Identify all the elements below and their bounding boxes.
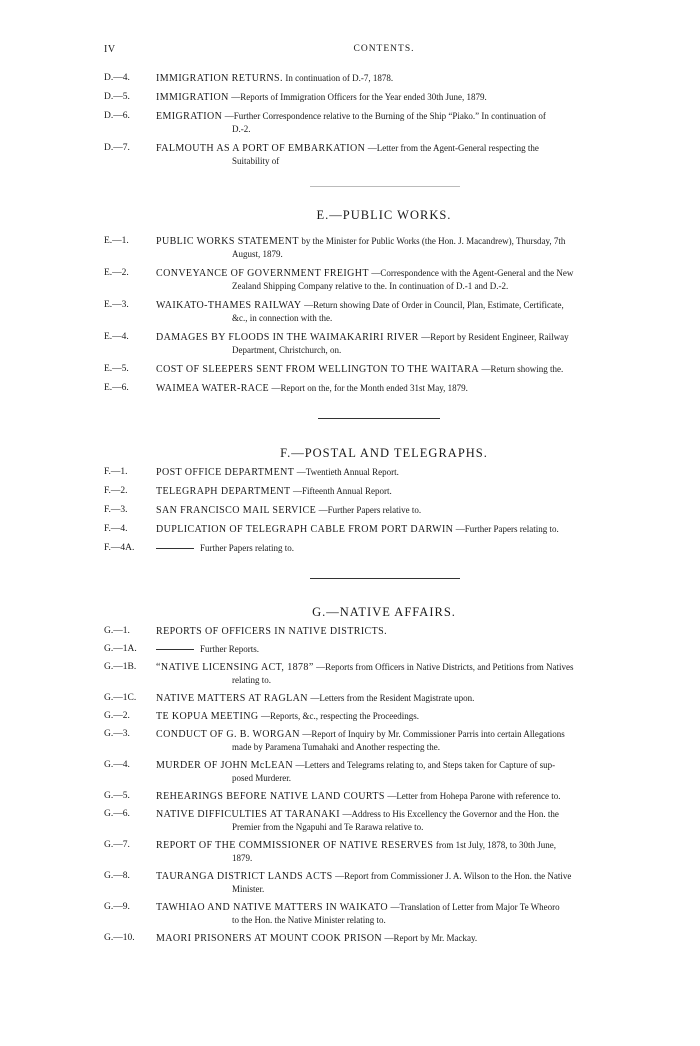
entry-heading: PUBLIC WORKS STATEMENT (156, 236, 299, 247)
entry-code: F.—1. (104, 467, 128, 477)
entry-heading: TAURANGA DISTRICT LANDS ACTS (156, 871, 333, 882)
page-header (104, 44, 664, 58)
contents-entry (104, 728, 664, 754)
entry-heading: MURDER OF JOHN McLEAN (156, 760, 294, 771)
contents-entry (104, 523, 664, 536)
section-g-list (104, 625, 664, 950)
contents-entry (104, 870, 664, 896)
contents-entry (104, 331, 664, 357)
contents-entry (104, 299, 664, 325)
contents-entry (104, 808, 664, 834)
page-number: IV (104, 44, 116, 55)
entry-code: G.—4. (104, 760, 130, 770)
contents-entry (104, 759, 664, 785)
contents-entry (104, 790, 664, 803)
entry-description: —Further Papers relating to. (455, 524, 559, 534)
entry-continuation: &c., in connection with the. (232, 313, 333, 323)
entry-code: G.—7. (104, 840, 130, 850)
entry-description: —Return showing the. (481, 364, 564, 374)
entry-code: E.—1. (104, 236, 129, 246)
contents-entry (104, 625, 664, 638)
entry-heading: CONDUCT OF G. B. WORGAN (156, 729, 300, 740)
entry-heading: TAWHIAO AND NATIVE MATTERS IN WAIKATO (156, 902, 388, 913)
entry-heading: WAIKATO-THAMES RAILWAY (156, 300, 302, 311)
entry-description: —Fifteenth Annual Report. (293, 486, 392, 496)
entry-description: —Report of Inquiry by Mr. Commissioner Parris into certain Allegations (302, 729, 565, 739)
entry-code: G.—3. (104, 729, 130, 739)
entry-description: —Correspondence with the Agent-General and the New (371, 268, 574, 278)
entry-description: —Letters from the Resident Magistrate upon. (310, 693, 475, 703)
contents-entry (104, 661, 664, 687)
entry-code: E.—4. (104, 332, 129, 342)
entry-continuation: 1879. (232, 853, 253, 863)
contents-entry (104, 267, 664, 293)
entry-description: —Translation of Letter from Major Te Wheoro (390, 902, 560, 912)
entry-code: E.—2. (104, 268, 129, 278)
section-g-title: G.—NATIVE AFFAIRS. (312, 605, 456, 619)
entry-heading: TELEGRAPH DEPARTMENT (156, 486, 291, 497)
entry-heading: FALMOUTH AS A PORT OF EMBARKATION (156, 143, 366, 154)
entry-description: —Report on the, for the Month ended 31st May, 1879. (271, 383, 468, 393)
ditto-dash (156, 649, 194, 650)
contents-entry (104, 485, 664, 498)
entry-heading: POST OFFICE DEPARTMENT (156, 467, 295, 478)
entry-continuation: relating to. (232, 675, 271, 685)
entry-description: Further Reports. (200, 644, 259, 654)
entry-continuation: Suitability of (232, 156, 280, 166)
entry-continuation: Minister. (232, 884, 265, 894)
entry-code: E.—3. (104, 300, 129, 310)
ditto-dash (156, 548, 194, 549)
entry-heading: IMMIGRATION (156, 92, 229, 103)
entry-description: In continuation of D.-7, 1878. (285, 73, 394, 83)
page-title: CONTENTS. (353, 44, 415, 54)
section-divider (310, 578, 460, 579)
entry-description: —Reports of Immigration Officers for the Year ended 30th June, 1879. (231, 92, 487, 102)
entry-code: G.—8. (104, 871, 130, 881)
contents-entry (104, 363, 664, 376)
contents-entry (104, 542, 664, 555)
entry-continuation: Department, Christchurch, on. (232, 345, 342, 355)
entry-heading: MAORI PRISONERS AT MOUNT COOK PRISON (156, 933, 383, 944)
entry-heading: REPORTS OF OFFICERS IN NATIVE DISTRICTS. (156, 626, 387, 637)
contents-entry (104, 466, 664, 479)
entry-heading: REPORT OF THE COMMISSIONER OF NATIVE RESERVES (156, 840, 434, 851)
contents-entry (104, 839, 664, 865)
entry-description: —Report by Mr. Mackay. (384, 933, 478, 943)
contents-entry (104, 643, 664, 656)
entry-code: D.—7. (104, 143, 130, 153)
entry-description: —Twentieth Annual Report. (296, 467, 399, 477)
entry-heading: IMMIGRATION RETURNS. (156, 73, 283, 84)
entry-description: —Further Correspondence relative to the Burning of the Ship “Piako.” In continuation of (224, 111, 546, 121)
section-f-list (104, 466, 664, 561)
entry-continuation: posed Murderer. (232, 773, 291, 783)
entry-continuation: D.-2. (232, 124, 251, 134)
entry-code: F.—4. (104, 524, 128, 534)
entry-description: —Return showing Date of Order in Council, Plan, Estimate, Certificate, (304, 300, 564, 310)
entry-code: F.—2. (104, 486, 128, 496)
entry-heading: SAN FRANCISCO MAIL SERVICE (156, 505, 317, 516)
entry-description: —Letters and Telegrams relating to, and Steps taken for Capture of sup- (295, 760, 556, 770)
entry-code: G.—1A. (104, 644, 137, 654)
entry-description: from 1st July, 1878, to 30th June, (435, 840, 557, 850)
contents-entry (104, 932, 664, 945)
entry-description: Further Papers relating to. (200, 543, 294, 553)
entry-description: —Reports from Officers in Native Districts, and Petitions from Natives (316, 662, 574, 672)
contents-entry (104, 504, 664, 517)
entry-heading: DUPLICATION OF TELEGRAPH CABLE FROM PORT DARWIN (156, 524, 454, 535)
entry-code: E.—6. (104, 383, 129, 393)
entry-continuation: made by Paramena Tumahaki and Another respecting the. (232, 742, 440, 752)
entry-code: G.—2. (104, 711, 130, 721)
entry-code: F.—3. (104, 505, 128, 515)
section-divider (310, 186, 460, 187)
section-e-list (104, 235, 664, 401)
contents-entry (104, 901, 664, 927)
entry-heading: “NATIVE LICENSING ACT, 1878” (156, 662, 314, 673)
entry-code: G.—9. (104, 902, 130, 912)
contents-entry (104, 91, 664, 104)
entry-description: —Address to His Excellency the Governor and the Hon. the (342, 809, 559, 819)
contents-entry (104, 235, 664, 261)
entry-continuation: August, 1879. (232, 249, 283, 259)
section-divider (318, 418, 440, 419)
entry-description: —Letter from Hohepa Parone with reference to. (387, 791, 561, 801)
entry-description: —Report by Resident Engineer, Railway (421, 332, 569, 342)
entry-code: E.—5. (104, 364, 129, 374)
entry-description: by the Minister for Public Works (the Hon. J. Macandrew), Thursday, 7th (301, 236, 566, 246)
entry-code: G.—6. (104, 809, 130, 819)
contents-entry (104, 142, 664, 168)
entry-code: D.—4. (104, 73, 130, 83)
entry-code: D.—6. (104, 111, 130, 121)
entry-heading: WAIMEA WATER-RACE (156, 383, 270, 394)
entry-heading: DAMAGES BY FLOODS IN THE WAIMAKARIRI RIVER (156, 332, 419, 343)
entry-heading: NATIVE DIFFICULTIES AT TARANAKI (156, 809, 340, 820)
section-f-title: F.—POSTAL AND TELEGRAPHS. (280, 446, 488, 460)
entry-heading: COST OF SLEEPERS SENT FROM WELLINGTON TO THE WAITARA (156, 364, 479, 375)
entry-code: D.—5. (104, 92, 130, 102)
entry-code: G.—1C. (104, 693, 137, 703)
entry-code: G.—10. (104, 933, 135, 943)
entry-code: F.—4A. (104, 543, 135, 553)
contents-entry (104, 710, 664, 723)
entry-continuation: Zealand Shipping Company relative to the. In continuation of D.-1 and D.-2. (232, 281, 509, 291)
entry-description: —Reports, &c., respecting the Proceedings. (261, 711, 419, 721)
entry-continuation: to the Hon. the Native Minister relating to. (232, 915, 386, 925)
entry-heading: NATIVE MATTERS AT RAGLAN (156, 693, 308, 704)
entry-heading: TE KOPUA MEETING (156, 711, 259, 722)
contents-entry (104, 692, 664, 705)
entry-heading: REHEARINGS BEFORE NATIVE LAND COURTS (156, 791, 385, 802)
entry-description: —Further Papers relative to. (318, 505, 422, 515)
entry-code: G.—1. (104, 626, 130, 636)
entry-continuation: Premier from the Ngapuhi and Te Rarawa relative to. (232, 822, 424, 832)
contents-entry (104, 110, 664, 136)
entry-description: —Report from Commissioner J. A. Wilson to the Hon. the Native (335, 871, 572, 881)
entry-code: G.—5. (104, 791, 130, 801)
entry-code: G.—1B. (104, 662, 137, 672)
contents-entry (104, 382, 664, 395)
section-e-title: E.—PUBLIC WORKS. (316, 208, 452, 222)
section-d-list (104, 72, 664, 174)
contents-entry (104, 72, 664, 85)
entry-heading: CONVEYANCE OF GOVERNMENT FREIGHT (156, 268, 369, 279)
entry-heading: EMIGRATION (156, 111, 223, 122)
entry-description: —Letter from the Agent-General respecting the (367, 143, 539, 153)
